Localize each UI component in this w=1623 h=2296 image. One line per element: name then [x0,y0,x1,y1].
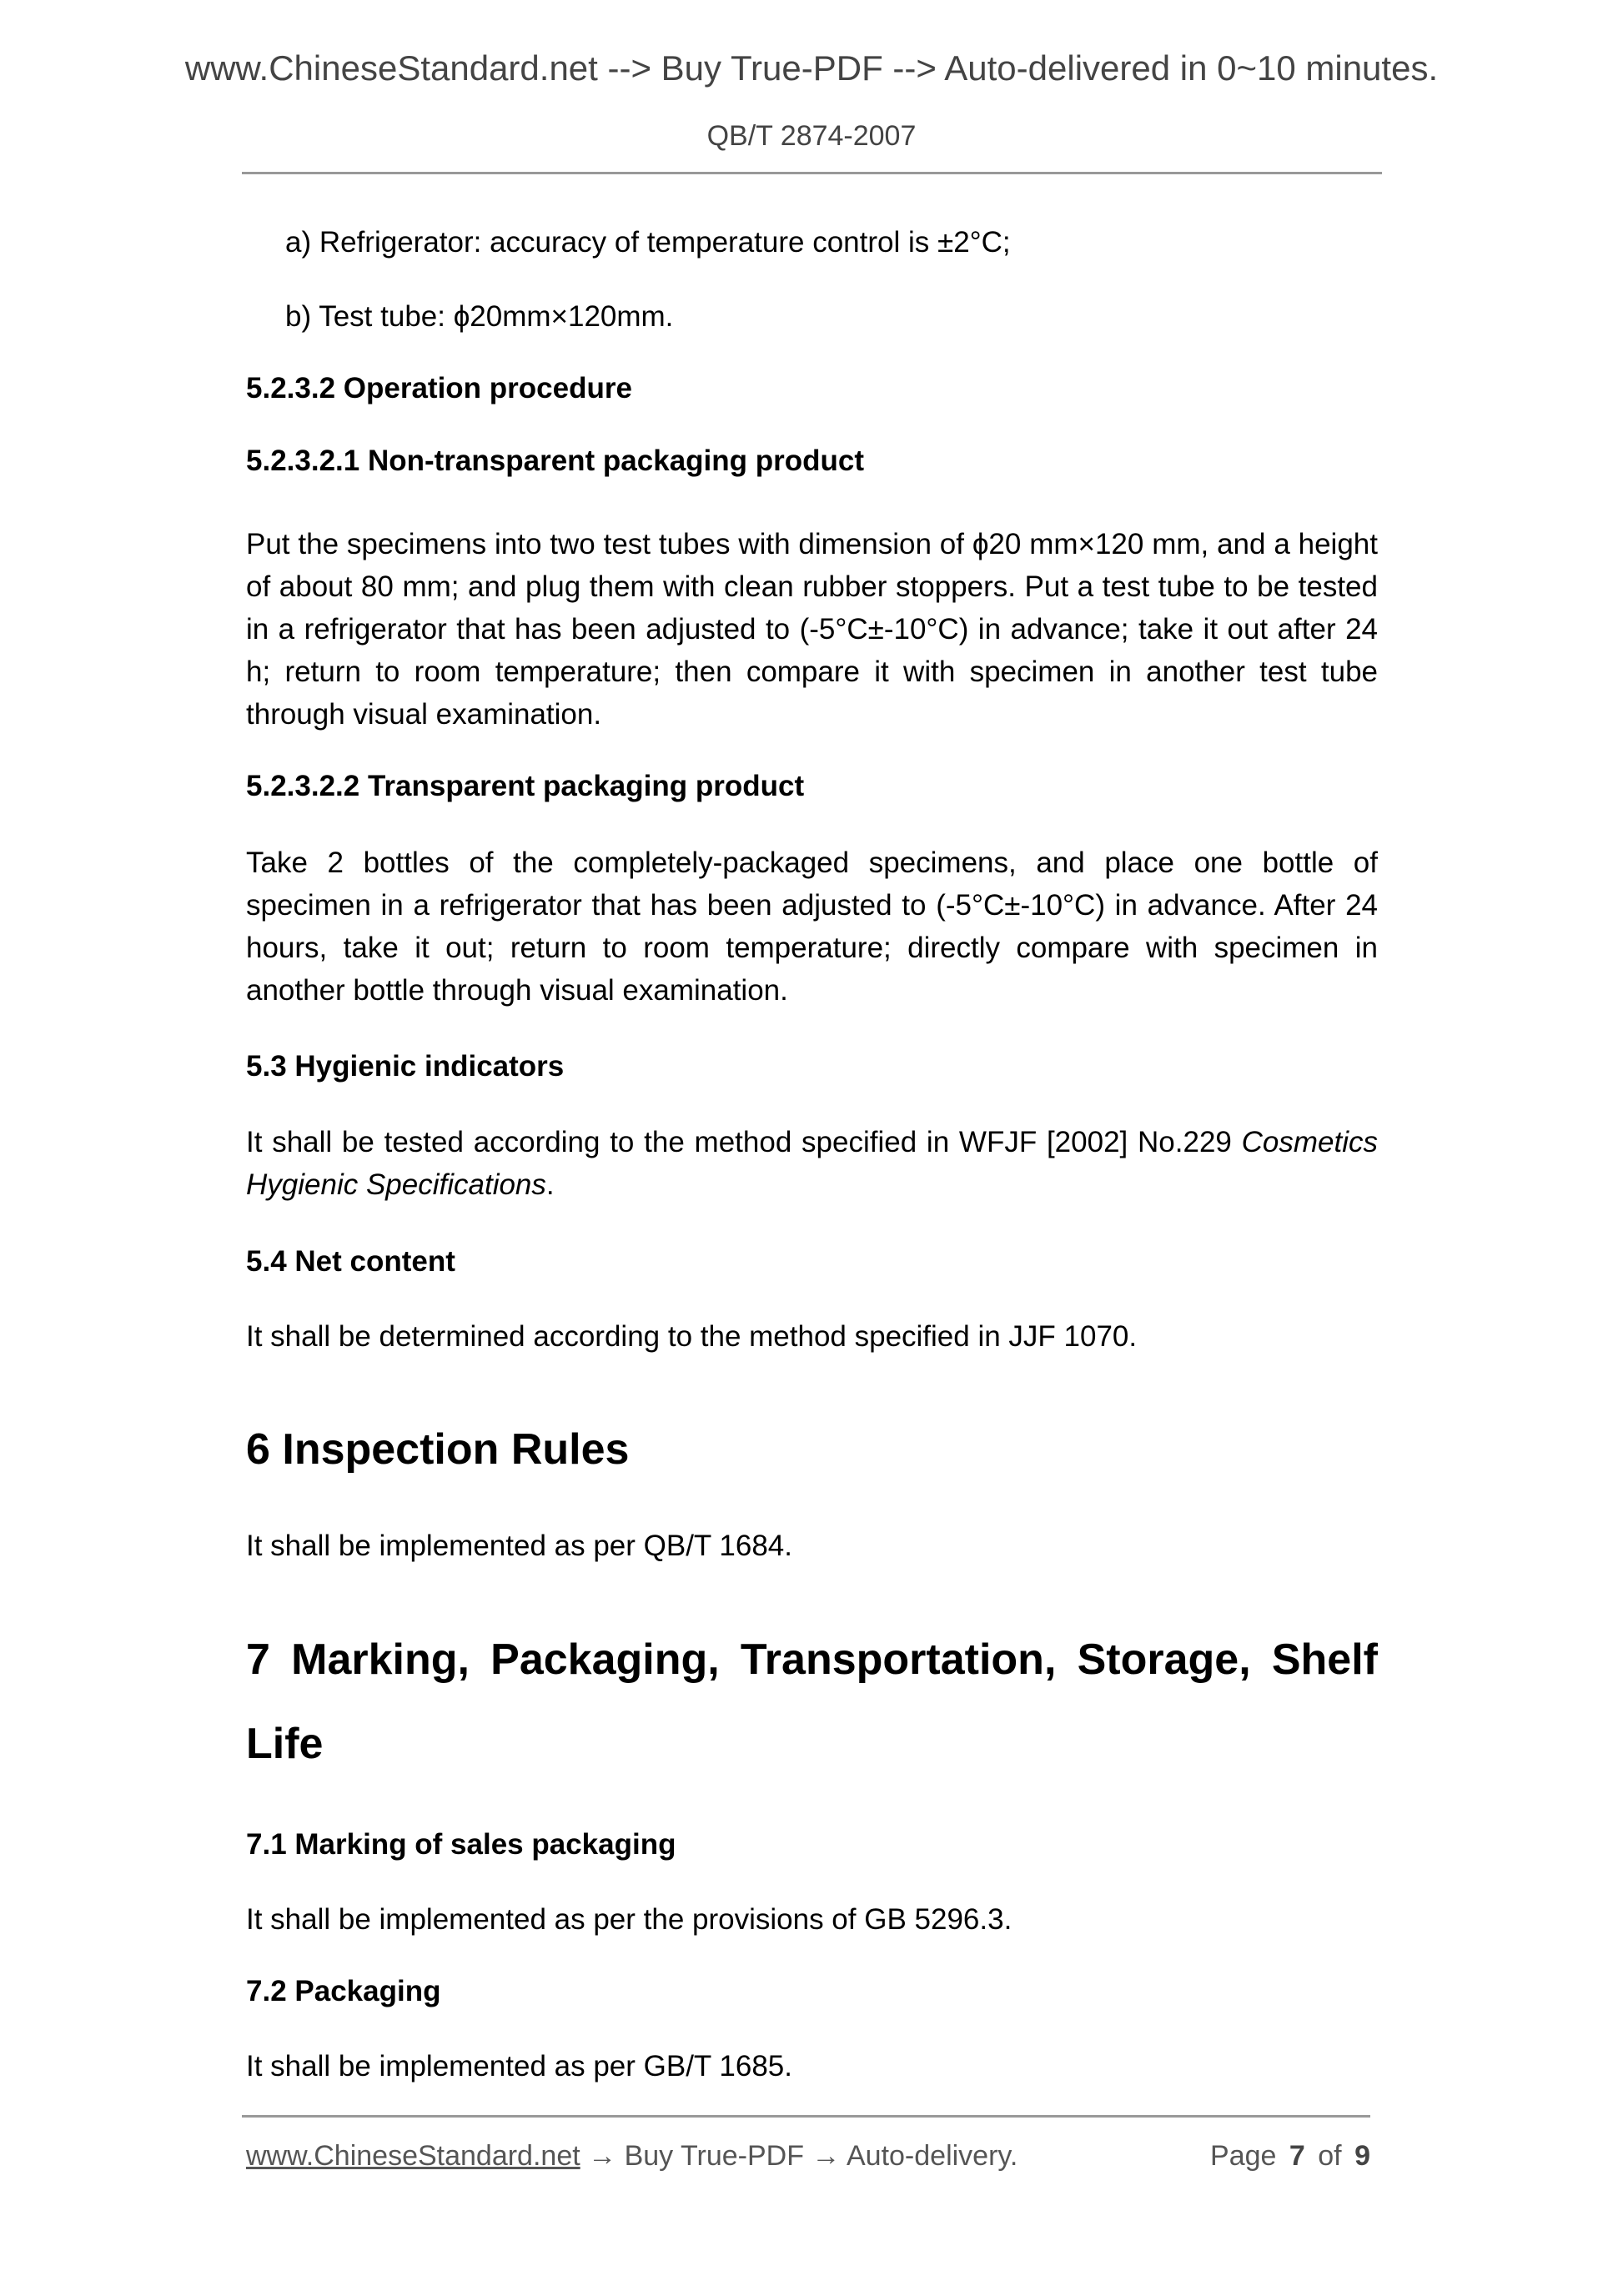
header-divider [242,172,1382,174]
hygienic-period: . [545,1168,555,1201]
header-banner: www.ChineseStandard.net --> Buy True-PDF --> Auto-delivered in 0~10 minutes. [184,48,1439,88]
hygienic-spec-title: Cosmetics Hygienic Specifications [246,1126,1378,1201]
heading-5-2-3-2-1: 5.2.3.2.1 Non-transparent packaging product [246,445,864,477]
heading-5-2-3-2: 5.2.3.2 Operation procedure [246,372,632,404]
heading-6 [246,1408,1378,1492]
page-total: 9 [1354,2140,1370,2172]
footer [246,2139,1370,2173]
paragraph-transparent: Take 2 bottles of the completely-packaged specimens, and place one bottle of specimen in a refrigerator that has been adjusted to (-5°C±-10°C) in advance. After 24 hours, take it out; return to room temperature; directly compare with specimen in another bottle through visual examination. [246,847,1378,1007]
list-item-refrigerator: a) Refrigerator: accuracy of temperature control is ±2°C; [285,226,1011,259]
heading-5-3: 5.3 Hygienic indicators [246,1050,565,1083]
heading-7 [246,1618,1378,1786]
heading-7-line1: 7 Marking, Packaging, Transportation, Storage, Shelf [246,1635,1378,1684]
page-current: 7 [1289,2140,1305,2172]
hygienic-text: It shall be tested according to the method specified in WFJF [2002] No.229 [246,1126,1242,1158]
footer-tagline: → Buy True-PDF → Auto-delivery. [580,2140,1018,2172]
paragraph-net-content: It shall be determined according to the method specified in JJF 1070. [246,1320,1138,1353]
paragraph-inspection-rules: It shall be implemented as per QB/T 1684. [246,1530,792,1562]
document-code: QB/T 2874-2007 [706,120,917,152]
heading-5-4: 5.4 Net content [246,1245,455,1278]
page-of: of [1318,2140,1342,2172]
heading-6-text: 6 Inspection Rules [246,1425,630,1474]
list-item-test-tube: b) Test tube: ϕ20mm×120mm. [285,300,674,333]
page-indicator [1210,2139,1370,2173]
paragraph-packaging: It shall be implemented as per GB/T 1685. [246,2050,792,2082]
footer-site-link[interactable]: www.ChineseStandard.net [246,2140,580,2172]
paragraph-marking: It shall be implemented as per the provisions of GB 5296.3. [246,1903,1012,1936]
heading-7-line2: Life [246,1720,324,1768]
heading-7-2: 7.2 Packaging [246,1975,441,2007]
heading-7-1: 7.1 Marking of sales packaging [246,1828,676,1861]
paragraph-hygienic [246,1121,1378,1206]
heading-5-2-3-2-2: 5.2.3.2.2 Transparent packaging product [246,770,805,802]
paragraph-non-transparent: Put the specimens into two test tubes with dimension of ϕ20 mm×120 mm, and a height of about 80 mm; and plug them with clean rubber stoppers. Put a test tube to be tested in a refrigerator that has been adjusted to (-5°C±-10°C) in advance; take it out after 24 h; return to room temperature; then compare it with specimen in another test tube through visual examination. [246,528,1378,731]
page-label: Page [1210,2140,1277,2172]
footer-divider [242,2115,1370,2118]
